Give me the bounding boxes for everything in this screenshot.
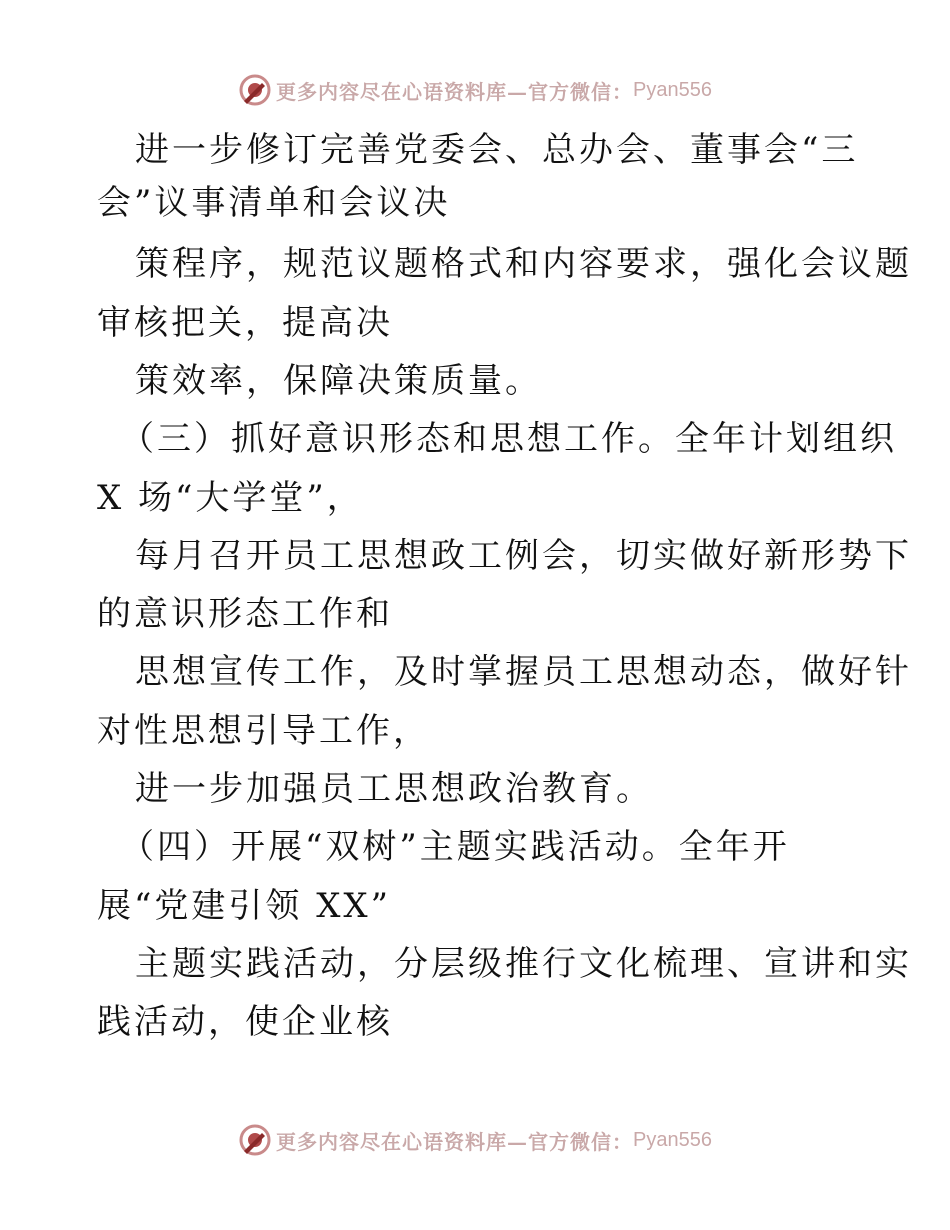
footer-watermark: [0, 1120, 950, 1160]
text-line: （四）开展“双树”主题实践活动。全年开: [120, 827, 790, 867]
pen-logo-icon: [238, 73, 272, 107]
watermark-text: 更多内容尽在心语资料库—官方微信：: [276, 1129, 634, 1154]
text-line: 践活动，使企业核: [97, 1002, 393, 1042]
text-line: X 场“大学堂”，: [97, 478, 364, 518]
text-line: 审核把关，提高决: [97, 303, 393, 343]
text-line: 思想宣传工作，及时掌握员工思想动态，做好针: [135, 652, 912, 692]
watermark-text: 更多内容尽在心语资料库—官方微信：: [276, 79, 634, 104]
pen-logo-icon: [238, 1123, 272, 1157]
text-line: 策效率，保障决策质量。: [135, 361, 542, 401]
watermark-wechat-id: Pyan556: [633, 78, 712, 101]
text-line: 进一步加强员工思想政治教育。: [135, 769, 653, 809]
text-line: 展“党建引领 XX”: [97, 886, 391, 926]
text-line: 对性思想引导工作，: [97, 711, 430, 751]
text-line: 策程序，规范议题格式和内容要求，强化会议题: [135, 244, 912, 284]
text-line: 进一步修订完善党委会、总办会、董事会“三: [135, 130, 859, 170]
header-watermark: [0, 70, 950, 110]
text-line: 每月召开员工思想政工例会，切实做好新形势下: [135, 536, 912, 576]
text-line: 会”议事清单和会议决: [97, 183, 451, 223]
watermark-wechat-id: Pyan556: [633, 1128, 712, 1151]
text-line: 主题实践活动，分层级推行文化梳理、宣讲和实: [135, 944, 912, 984]
text-line: （三）抓好意识形态和思想工作。全年计划组织: [120, 419, 897, 459]
text-line: 的意识形态工作和: [97, 594, 393, 634]
